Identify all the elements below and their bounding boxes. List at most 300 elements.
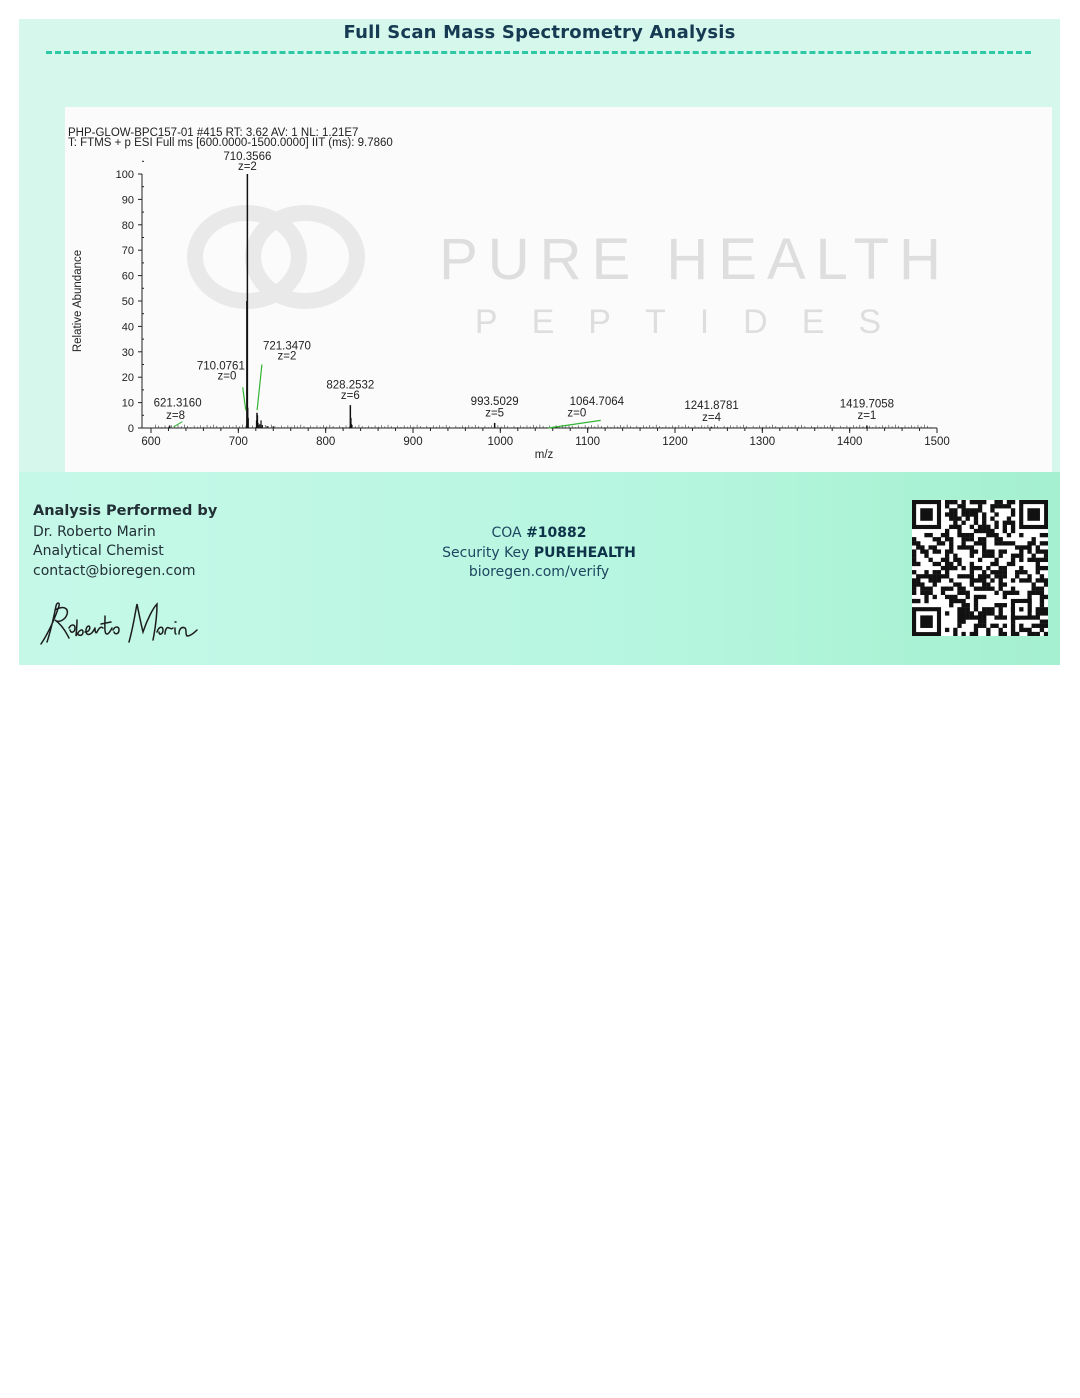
qr-module: [1044, 595, 1048, 599]
qr-module: [970, 562, 974, 566]
qr-module: [924, 595, 928, 599]
qr-module: [1027, 578, 1031, 582]
qr-module: [982, 525, 986, 529]
qr-module: [994, 512, 998, 516]
analyst-heading: Analysis Performed by: [33, 503, 218, 519]
qr-module: [1011, 558, 1015, 562]
qr-module: [1040, 620, 1044, 624]
qr-module: [1044, 632, 1048, 636]
qr-module: [1036, 587, 1040, 591]
qr-module: [999, 611, 1003, 615]
qr-module: [974, 549, 978, 553]
qr-module: [961, 574, 965, 578]
peak-label: 710.3566: [223, 151, 272, 164]
qr-module: [1011, 500, 1015, 504]
qr-module: [1032, 554, 1036, 558]
qr-module: [953, 554, 957, 558]
qr-module: [978, 611, 982, 615]
qr-module: [1019, 566, 1023, 570]
qr-module: [1036, 558, 1040, 562]
qr-module: [1003, 566, 1007, 570]
qr-module: [978, 615, 982, 619]
qr-module: [953, 599, 957, 603]
qr-module: [961, 500, 965, 504]
qr-module: [982, 574, 986, 578]
qr-module: [970, 545, 974, 549]
y-tick-label: 40: [121, 321, 134, 334]
qr-module: [999, 578, 1003, 582]
qr-module: [974, 624, 978, 628]
qr-module: [937, 541, 941, 545]
x-tick-label: 700: [228, 436, 248, 448]
qr-module: [978, 578, 982, 582]
qr-module: [974, 500, 978, 504]
qr-module: [994, 562, 998, 566]
qr-module: [982, 554, 986, 558]
qr-module: [933, 549, 937, 553]
qr-module: [966, 545, 970, 549]
peak-label: 1064.7064: [569, 396, 625, 409]
qr-module: [974, 566, 978, 570]
qr-module: [961, 620, 965, 624]
qr-module: [1015, 574, 1019, 578]
qr-module: [994, 570, 998, 574]
qr-module: [949, 525, 953, 529]
qr-module: [916, 578, 920, 582]
qr-module: [957, 591, 961, 595]
qr-module: [1040, 611, 1044, 615]
qr-module: [937, 570, 941, 574]
qr-module: [945, 549, 949, 553]
qr-module: [1003, 525, 1007, 529]
qr-module: [957, 599, 961, 603]
qr-module: [978, 537, 982, 541]
qr-module: [949, 595, 953, 599]
qr-module: [949, 603, 953, 607]
qr-module: [1007, 562, 1011, 566]
qr-module: [933, 537, 937, 541]
y-tick-label: 90: [121, 194, 134, 207]
peak-charge-label: z=0: [567, 407, 587, 420]
qr-module: [990, 529, 994, 533]
qr-module: [1027, 632, 1031, 636]
qr-module: [961, 512, 965, 516]
qr-module: [999, 570, 1003, 574]
qr-module: [961, 541, 965, 545]
qr-module: [949, 545, 953, 549]
qr-module: [928, 574, 932, 578]
x-tick-label: 1100: [575, 436, 601, 448]
qr-module: [1003, 549, 1007, 553]
qr-module: [949, 566, 953, 570]
qr-module: [1011, 512, 1015, 516]
qr-module: [1003, 591, 1007, 595]
qr-module: [941, 574, 945, 578]
qr-module: [1019, 549, 1023, 553]
qr-module: [928, 545, 932, 549]
qr-module: [994, 558, 998, 562]
watermark-logo: [195, 213, 357, 301]
qr-module: [982, 537, 986, 541]
qr-module: [1040, 533, 1044, 537]
qr-module: [1044, 582, 1048, 586]
qr-module: [994, 537, 998, 541]
qr-module: [966, 607, 970, 611]
qr-module: [970, 500, 974, 504]
footer-section: [19, 472, 1060, 665]
qr-module: [945, 529, 949, 533]
qr-module: [1011, 591, 1015, 595]
qr-module: [994, 521, 998, 525]
x-tick-label: 1300: [749, 436, 776, 448]
qr-module: [1032, 624, 1036, 628]
y-tick-label: 30: [121, 346, 134, 359]
qr-module: [953, 632, 957, 636]
qr-module: [978, 525, 982, 529]
qr-module: [982, 595, 986, 599]
qr-module: [999, 582, 1003, 586]
qr-module: [924, 533, 928, 537]
qr-module: [990, 578, 994, 582]
qr-module: [945, 562, 949, 566]
qr-module: [949, 512, 953, 516]
qr-module: [970, 554, 974, 558]
peak-label: 1241.8781: [684, 399, 739, 412]
qr-module: [924, 549, 928, 553]
qr-module: [961, 504, 965, 508]
qr-module: [945, 611, 949, 615]
qr-module: [970, 508, 974, 512]
qr-module: [1019, 558, 1023, 562]
qr-module: [990, 554, 994, 558]
qr-module: [957, 558, 961, 562]
qr-module: [982, 570, 986, 574]
qr-module: [986, 554, 990, 558]
qr-module: [1032, 582, 1036, 586]
qr-module: [966, 516, 970, 520]
qr-module: [982, 500, 986, 504]
qr-module: [957, 562, 961, 566]
qr-module: [1040, 541, 1044, 545]
qr-module: [933, 574, 937, 578]
qr-module: [974, 516, 978, 520]
qr-module: [982, 578, 986, 582]
qr-module: [974, 512, 978, 516]
qr-module: [1027, 628, 1031, 632]
qr-module: [994, 504, 998, 508]
qr-module: [966, 595, 970, 599]
y-tick-label: 100: [115, 169, 134, 181]
qr-module: [986, 529, 990, 533]
qr-module: [1007, 591, 1011, 595]
qr-module: [945, 570, 949, 574]
peak-label: 721.3470: [262, 340, 311, 353]
qr-module: [1036, 545, 1040, 549]
qr-module: [994, 500, 998, 504]
qr-module: [1003, 615, 1007, 619]
qr-module: [986, 574, 990, 578]
qr-module: [916, 541, 920, 545]
qr-module: [1032, 541, 1036, 545]
qr-module: [920, 574, 924, 578]
qr-module: [920, 587, 924, 591]
qr-module: [920, 545, 924, 549]
qr-module: [953, 508, 957, 512]
qr-module: [945, 537, 949, 541]
qr-module: [941, 591, 945, 595]
qr-module: [1032, 558, 1036, 562]
qr-module: [1032, 615, 1036, 619]
qr-module: [1040, 558, 1044, 562]
qr-module: [1003, 570, 1007, 574]
qr-module: [1036, 570, 1040, 574]
spectrum-svg: [65, 107, 1052, 477]
qr-module: [1007, 500, 1011, 504]
qr-module: [1044, 607, 1048, 611]
qr-module: [953, 595, 957, 599]
qr-module: [978, 541, 982, 545]
qr-module: [1023, 578, 1027, 582]
qr-module: [937, 562, 941, 566]
qr-module: [982, 521, 986, 525]
qr-code[interactable]: [912, 500, 1048, 636]
y-tick-label: 80: [121, 219, 134, 232]
qr-module: [957, 587, 961, 591]
qr-module: [920, 508, 933, 521]
qr-module: [916, 562, 920, 566]
qr-module: [957, 529, 961, 533]
qr-module: [966, 537, 970, 541]
qr-module: [982, 624, 986, 628]
qr-module: [1023, 570, 1027, 574]
qr-module: [1036, 549, 1040, 553]
qr-module: [924, 591, 928, 595]
qr-module: [974, 603, 978, 607]
qr-module: [1036, 632, 1040, 636]
qr-module: [949, 549, 953, 553]
qr-module: [990, 508, 994, 512]
qr-module: [920, 591, 924, 595]
qr-module: [1032, 632, 1036, 636]
analyst-email[interactable]: contact@bioregen.com: [33, 562, 196, 579]
qr-module: [1032, 591, 1036, 595]
qr-module: [1036, 578, 1040, 582]
qr-module: [990, 516, 994, 520]
qr-module: [994, 541, 998, 545]
qr-module: [945, 558, 949, 562]
qr-module: [953, 516, 957, 520]
x-tick-label: 1400: [836, 436, 863, 448]
qr-module: [1011, 632, 1015, 636]
qr-module: [970, 566, 974, 570]
qr-module: [912, 599, 916, 603]
qr-module: [978, 587, 982, 591]
qr-module: [949, 508, 953, 512]
qr-module: [1011, 554, 1015, 558]
qr-module: [999, 554, 1003, 558]
qr-module: [999, 504, 1003, 508]
qr-module: [986, 607, 990, 611]
qr-module: [978, 558, 982, 562]
peak-label: 1419.7058: [839, 398, 895, 411]
qr-module: [970, 512, 974, 516]
qr-module: [941, 558, 945, 562]
security-key-line: [349, 544, 729, 564]
qr-module: [974, 521, 978, 525]
qr-module: [1027, 574, 1031, 578]
qr-module: [957, 574, 961, 578]
qr-module: [1040, 599, 1044, 603]
qr-module: [924, 574, 928, 578]
qr-module: [941, 587, 945, 591]
qr-module: [953, 566, 957, 570]
qr-module: [953, 525, 957, 529]
qr-module: [1011, 508, 1015, 512]
qr-module: [1019, 624, 1023, 628]
qr-module: [924, 599, 928, 603]
qr-module: [982, 607, 986, 611]
qr-module: [916, 545, 920, 549]
peak-charge-label: z=0: [217, 370, 237, 383]
qr-module: [957, 620, 961, 624]
qr-module: [1003, 529, 1007, 533]
qr-module: [986, 587, 990, 591]
qr-module: [933, 545, 937, 549]
qr-module: [1011, 624, 1015, 628]
qr-module: [1007, 516, 1011, 520]
qr-module: [1036, 607, 1040, 611]
qr-module: [970, 632, 974, 636]
qr-module: [1044, 549, 1048, 553]
qr-module: [974, 628, 978, 632]
qr-module: [999, 603, 1003, 607]
qr-module: [949, 541, 953, 545]
qr-module: [916, 574, 920, 578]
qr-module: [1040, 574, 1044, 578]
qr-module: [974, 541, 978, 545]
qr-module: [1011, 525, 1015, 529]
qr-module: [1011, 628, 1015, 632]
qr-module: [1011, 587, 1015, 591]
qr-module: [945, 595, 949, 599]
qr-module: [953, 512, 957, 516]
qr-module: [941, 566, 945, 570]
title-divider: [46, 51, 1031, 54]
qr-module: [945, 533, 949, 537]
qr-module: [982, 549, 986, 553]
qr-module: [978, 566, 982, 570]
qr-module: [1044, 620, 1048, 624]
qr-module: [970, 582, 974, 586]
qr-module: [1027, 558, 1031, 562]
qr-module: [1044, 624, 1048, 628]
qr-module: [1023, 628, 1027, 632]
verify-url[interactable]: bioregen.com/verify: [468, 564, 610, 580]
y-tick-label: 50: [121, 296, 134, 308]
qr-module: [1007, 504, 1011, 508]
qr-module: [982, 582, 986, 586]
security-key-prefix: Security Key: [442, 544, 534, 561]
qr-module: [912, 570, 916, 574]
qr-module: [912, 537, 916, 541]
qr-module: [1003, 504, 1007, 508]
qr-module: [994, 533, 998, 537]
qr-module: [1040, 607, 1044, 611]
page-title: Full Scan Mass Spectrometry Analysis: [343, 22, 736, 43]
qr-module: [945, 587, 949, 591]
qr-module: [978, 620, 982, 624]
qr-module: [966, 603, 970, 607]
qr-module: [1044, 566, 1048, 570]
qr-module: [982, 512, 986, 516]
coa-block: [349, 524, 729, 583]
qr-module: [974, 595, 978, 599]
peak-charge-label: z=2: [277, 350, 297, 363]
qr-module: [974, 578, 978, 582]
qr-module: [1040, 624, 1044, 628]
qr-module: [912, 562, 916, 566]
qr-module: [953, 521, 957, 525]
qr-module: [912, 587, 916, 591]
qr-module: [1040, 549, 1044, 553]
qr-module: [974, 529, 978, 533]
qr-module: [970, 525, 974, 529]
qr-module: [994, 615, 998, 619]
qr-module: [1003, 624, 1007, 628]
annotation-line: [257, 365, 262, 411]
qr-module: [945, 574, 949, 578]
qr-module: [978, 574, 982, 578]
qr-module: [1011, 620, 1015, 624]
qr-module: [945, 566, 949, 570]
qr-module: [957, 582, 961, 586]
qr-module: [941, 533, 945, 537]
qr-module: [949, 537, 953, 541]
qr-module: [978, 624, 982, 628]
qr-module: [970, 533, 974, 537]
qr-module: [999, 632, 1003, 636]
qr-module: [1032, 537, 1036, 541]
qr-module: [1027, 549, 1031, 553]
annotation-line: [548, 420, 600, 428]
qr-module: [1036, 615, 1040, 619]
qr-module: [1040, 603, 1044, 607]
x-tick-label: 600: [141, 436, 161, 448]
qr-module: [986, 525, 990, 529]
qr-module: [961, 611, 965, 615]
qr-module: [961, 615, 965, 619]
spectrum-chart: [65, 107, 1052, 477]
qr-module: [961, 607, 965, 611]
analyst-name: Dr. Roberto Marin: [33, 523, 156, 540]
qr-module: [945, 504, 949, 508]
qr-module: [1007, 541, 1011, 545]
qr-module: [1011, 578, 1015, 582]
x-axis-label: m/z: [534, 449, 554, 461]
qr-module: [1040, 591, 1044, 595]
qr-module: [920, 615, 933, 628]
qr-module: [953, 628, 957, 632]
qr-module: [999, 607, 1003, 611]
qr-module: [1044, 611, 1048, 615]
qr-module: [990, 587, 994, 591]
qr-module: [966, 533, 970, 537]
qr-module: [961, 599, 965, 603]
qr-module: [1044, 578, 1048, 582]
qr-module: [990, 611, 994, 615]
qr-module: [966, 611, 970, 615]
qr-module: [999, 574, 1003, 578]
